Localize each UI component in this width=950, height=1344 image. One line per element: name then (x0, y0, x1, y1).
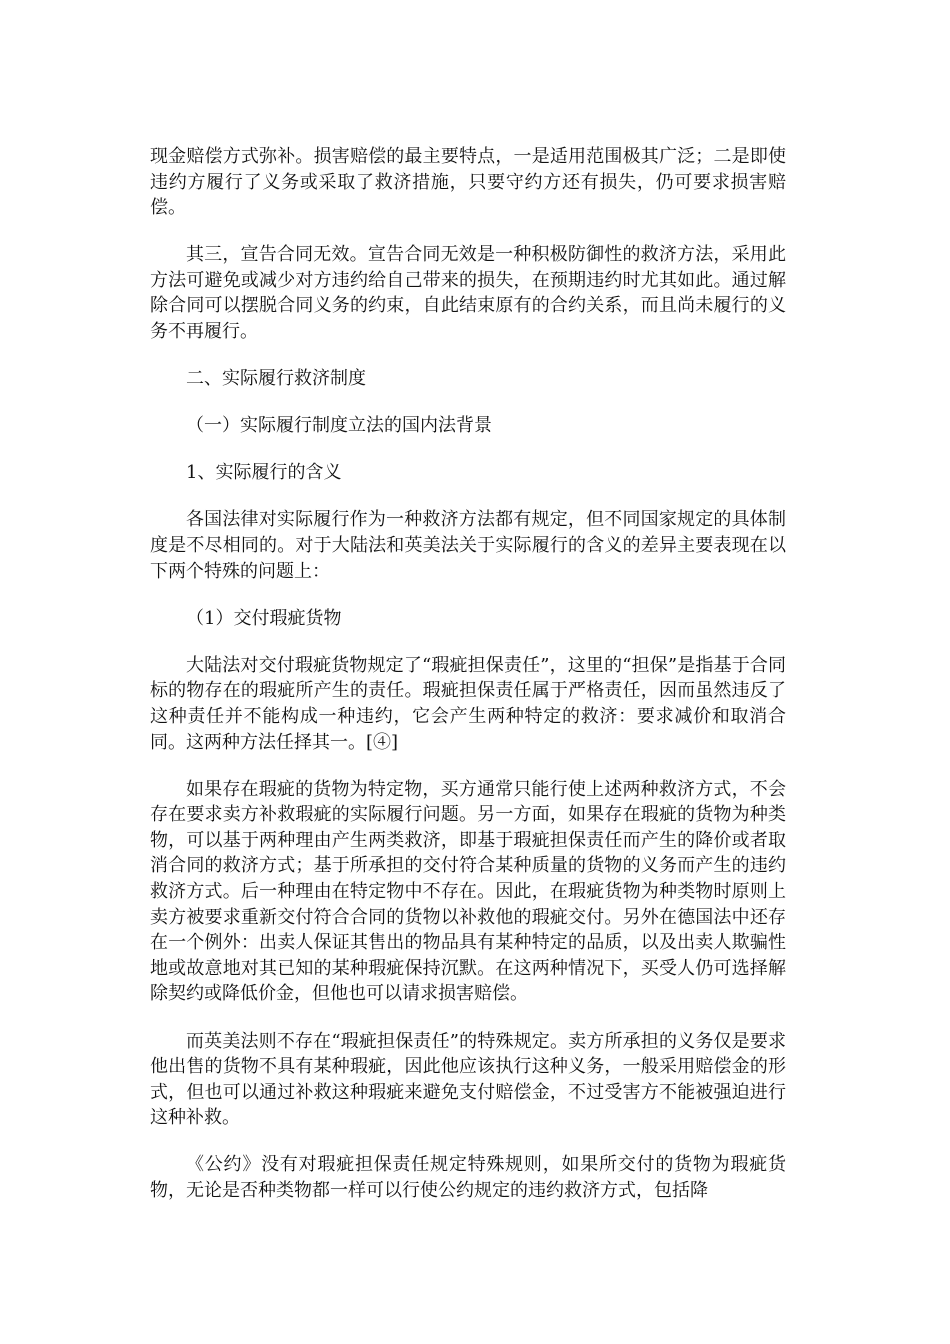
subsection-heading-defective-goods: （1）交付瑕疵货物 (186, 607, 342, 629)
paragraph-meaning-differences: 各国法律对实际履行作为一种救济方法都有规定，但不同国家规定的具体制度是不尽相同的。对于大陆法和英美法关于实际履行的含义的差异主要表现在以下两个特殊的问题上： (150, 509, 786, 582)
paragraph-convention: 《公约》没有对瑕疵担保责任规定特殊规则，如果所交付的货物为瑕疵货物，无论是否种类物都一样可以行使公约规定的违约救济方式，包括降 (150, 1154, 786, 1201)
subsection-heading-meaning: 1、实际履行的含义 (186, 462, 342, 484)
subsection-heading-domestic-background: （一）实际履行制度立法的国内法背景 (186, 415, 492, 437)
paragraph-common-law: 而英美法则不存在“瑕疵担保责任”的特殊规定。卖方所承担的义务仅是要求他出售的货物不具有某种瑕疵，因此他应该执行这种义务，一般采用赔偿金的形式，但也可以通过补救这种瑕疵来避免支付赔偿金，不过受害方不能被强迫进行这种补救。 (150, 1030, 786, 1129)
section-heading-specific-performance: 二、实际履行救济制度 (186, 368, 366, 390)
paragraph-avoidance: 其三，宣告合同无效。宣告合同无效是一种积极防御性的救济方法，采用此方法可避免或减少对方违约给自己带来的损失，在预期违约时尤其如此。通过解除合同可以摆脱合同义务的约束，自此结束原有的合约关系，而且尚未履行的义务不再履行。 (150, 244, 786, 343)
paragraph-damages-continuation: 现金赔偿方式弥补。损害赔偿的最主要特点，一是适用范围极其广泛；二是即使违约方履行了义务或采取了救济措施，只要守约方还有损失，仍可要求损害赔偿。 (150, 146, 786, 219)
document-body (150, 144, 786, 1225)
paragraph-specific-vs-generic-goods: 如果存在瑕疵的货物为特定物，买方通常只能行使上述两种救济方式，不会存在要求卖方补救瑕疵的实际履行问题。另一方面，如果存在瑕疵的货物为种类物，可以基于两种理由产生两类救济，即基于瑕疵担保责任而产生的降价或者取消合同的救济方式；基于所承担的交付符合某种质量的货物的义务而产生的违约救济方式。后一种理由在特定物中不存在。因此，在瑕疵货物为种类物时原则上卖方被要求重新交付符合合同的货物以补救他的瑕疵交付。另外在德国法中还存在一个例外：出卖人保证其售出的物品具有某种特定的品质，以及出卖人欺骗性地或故意地对其已知的某种瑕疵保持沉默。在这两种情况下，买受人仍可选择解除契约或降低价金，但他也可以请求损害赔偿。 (150, 778, 786, 1005)
paragraph-civil-law-warranty: 大陆法对交付瑕疵货物规定了“瑕疵担保责任”，这里的“担保”是指基于合同标的物存在的瑕疵所产生的责任。瑕疵担保责任属于严格责任，因而虽然违反了这种责任并不能构成一种违约，它会产生两种特定的救济：要求减价和取消合同。这两种方法任择其一。[④] (150, 654, 786, 753)
